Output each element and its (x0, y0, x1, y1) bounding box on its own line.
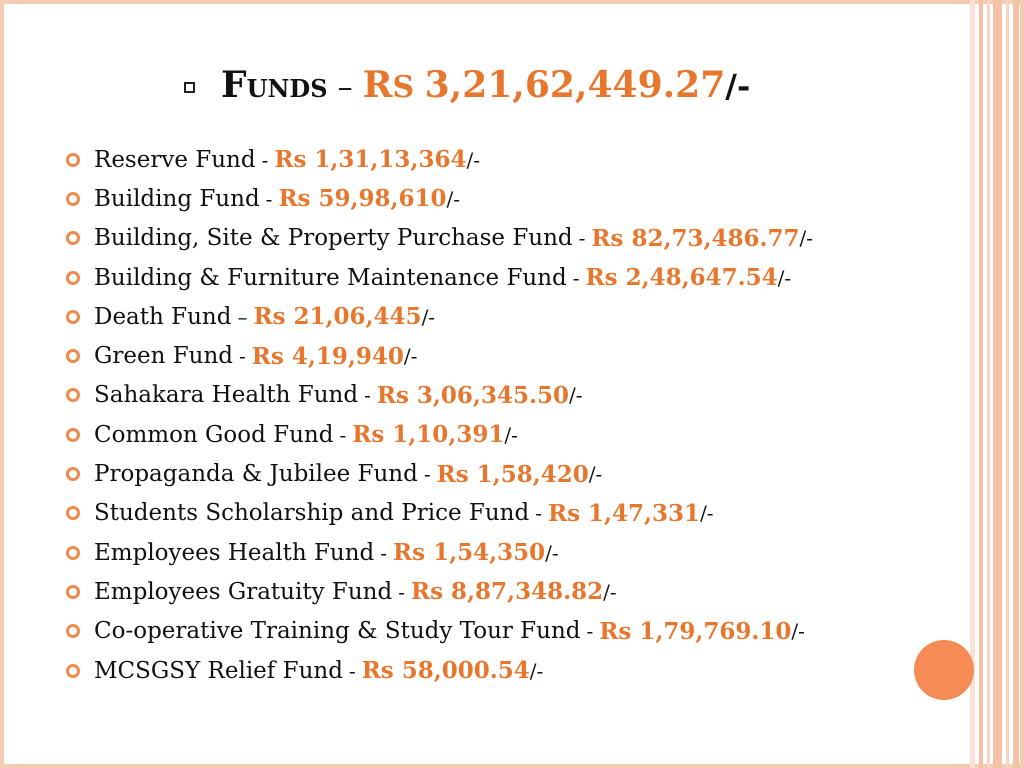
fund-name: Building Fund (94, 185, 260, 212)
fund-amount: Rs 8,87,348.82 (410, 578, 604, 606)
fund-list (66, 140, 813, 690)
circle-bullet-icon (66, 153, 80, 167)
stripe (979, 0, 983, 768)
fund-amount: Rs 4,19,940 (251, 342, 404, 370)
fund-list-item (66, 297, 813, 336)
fund-dash: - (364, 383, 371, 408)
fund-amount: Rs 59,98,610 (278, 185, 447, 213)
fund-amount: Rs 82,73,486.77 (591, 224, 800, 252)
fund-list-item (66, 258, 813, 297)
fund-list-item (66, 376, 813, 415)
fund-amount: Rs 1,79,769.10 (599, 617, 792, 645)
fund-dash: - (261, 147, 269, 172)
fund-suffix: /- (466, 147, 480, 172)
fund-dash: - (398, 579, 405, 604)
fund-amount: Rs 21,06,445 (253, 303, 422, 331)
fund-dash: - (572, 265, 580, 290)
fund-list-item (66, 336, 813, 375)
slide-title (184, 64, 750, 108)
fund-name: Employees Health Fund (94, 539, 375, 566)
title-word-initial: F (221, 64, 247, 106)
title-amount-value: 3,21,62,449.27 (424, 64, 726, 106)
fund-amount: Rs 3,06,345.50 (376, 381, 569, 409)
circle-bullet-icon (66, 585, 80, 599)
title-currency-rest: S (392, 70, 415, 105)
fund-suffix: /- (603, 579, 617, 604)
fund-list-item (66, 219, 813, 258)
stripe (987, 0, 990, 768)
fund-suffix: /- (545, 540, 559, 565)
fund-suffix: /- (588, 462, 603, 487)
circle-bullet-icon (66, 192, 80, 206)
fund-amount: Rs 58,000.54 (361, 657, 530, 684)
fund-list-item (66, 454, 813, 493)
fund-suffix: /- (421, 304, 436, 329)
fund-name: Building & Furniture Maintenance Fund (94, 264, 567, 291)
fund-list-item (66, 494, 813, 533)
fund-dash: - (423, 462, 431, 487)
circle-bullet-icon (66, 467, 80, 481)
fund-suffix: /- (799, 226, 814, 251)
stripe (970, 0, 975, 768)
fund-suffix: /- (403, 344, 418, 369)
fund-dash: - (339, 422, 347, 447)
fund-list-item (66, 651, 813, 690)
fund-name: Common Good Fund (94, 421, 334, 448)
fund-dash: – (237, 304, 248, 329)
fund-amount: Rs 1,54,350 (393, 539, 546, 567)
fund-name: Co-operative Training & Study Tour Fund (94, 618, 581, 645)
fund-amount: Rs 1,10,391 (352, 421, 505, 449)
fund-dash: - (348, 658, 356, 683)
title-separator: – (337, 70, 353, 105)
fund-list-item (66, 415, 813, 454)
circle-bullet-icon (66, 388, 80, 402)
fund-suffix: /- (529, 658, 544, 683)
fund-name: Green Fund (94, 343, 234, 370)
fund-dash: - (380, 540, 388, 565)
fund-dash: - (239, 344, 246, 369)
fund-dash: - (265, 186, 273, 211)
fund-name: Propaganda & Jubilee Fund (94, 461, 418, 488)
circle-bullet-icon (66, 271, 80, 285)
fund-amount: Rs 1,58,420 (436, 460, 589, 488)
fund-amount: Rs 1,47,331 (547, 499, 701, 527)
fund-name: Reserve Fund (94, 146, 256, 173)
fund-suffix: /- (777, 265, 792, 290)
square-bullet-icon (184, 82, 195, 93)
circle-bullet-icon (66, 546, 80, 560)
fund-list-item (66, 572, 813, 611)
fund-amount: Rs 2,48,647.54 (585, 264, 778, 292)
fund-name: Employees Gratuity Fund (94, 578, 393, 605)
decorative-stripes (970, 0, 1024, 768)
fund-amount: Rs 1,31,13,364 (274, 146, 467, 174)
fund-suffix: /- (791, 619, 805, 644)
title-currency-initial: R (362, 64, 393, 106)
fund-suffix: /- (700, 501, 714, 526)
fund-name: Students Scholarship and Price Fund (94, 500, 530, 527)
circle-bullet-icon (66, 231, 80, 245)
fund-name: Sahakara Health Fund (94, 382, 359, 409)
title-amount (363, 64, 726, 106)
stripe (1006, 0, 1009, 768)
fund-dash: - (578, 226, 586, 251)
circle-bullet-icon (66, 428, 80, 442)
fund-suffix: /- (568, 383, 583, 408)
stripe (993, 0, 1002, 768)
fund-suffix: /- (504, 422, 518, 447)
circle-bullet-icon (66, 506, 80, 520)
stripe (1013, 0, 1019, 768)
fund-name: Building, Site & Property Purchase Fund (94, 225, 573, 252)
fund-list-item (66, 533, 813, 572)
fund-list-item (66, 179, 813, 218)
title-suffix: /- (725, 67, 751, 105)
fund-list-item (66, 140, 813, 179)
circle-bullet-icon (66, 349, 80, 363)
circle-bullet-icon (66, 310, 80, 324)
fund-name: MCSGSY Relief Fund (94, 657, 343, 684)
fund-dash: - (535, 501, 542, 526)
fund-dash: - (586, 619, 594, 644)
circle-bullet-icon (66, 664, 80, 678)
fund-suffix: /- (446, 186, 461, 211)
circle-bullet-icon (66, 624, 80, 638)
fund-name: Death Fund (94, 303, 232, 330)
title-word-rest: UNDS (246, 74, 328, 103)
fund-list-item (66, 612, 813, 651)
decorative-circle (914, 640, 974, 700)
